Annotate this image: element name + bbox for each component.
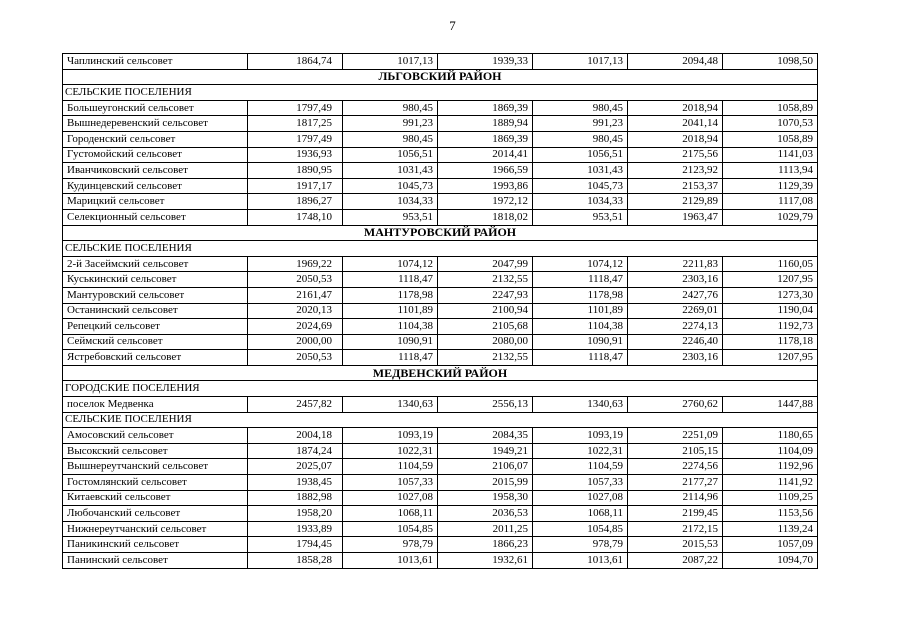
value-cell: 1180,65 <box>723 428 818 444</box>
value-cell: 1748,10 <box>248 209 343 225</box>
value-cell: 2050,53 <box>248 272 343 288</box>
value-cell: 1027,08 <box>343 490 438 506</box>
district-header-row <box>63 225 818 241</box>
district-header-row <box>63 365 818 381</box>
value-cell: 2015,99 <box>438 475 533 491</box>
settlement-name: Мантуровский сельсовет <box>63 287 248 303</box>
value-cell: 1118,47 <box>343 272 438 288</box>
value-cell: 1054,85 <box>533 521 628 537</box>
value-cell: 1447,88 <box>723 397 818 413</box>
value-cell: 1797,49 <box>248 100 343 116</box>
value-cell: 1874,24 <box>248 443 343 459</box>
value-cell: 1022,31 <box>533 443 628 459</box>
value-cell: 953,51 <box>343 209 438 225</box>
settlement-name: Большеугонский сельсовет <box>63 100 248 116</box>
settlement-name: Китаевский сельсовет <box>63 490 248 506</box>
value-cell: 1932,61 <box>438 553 533 569</box>
table-row <box>63 334 818 350</box>
value-cell: 1058,89 <box>723 100 818 116</box>
settlement-name: Вышнереутчанский сельсовет <box>63 459 248 475</box>
value-cell: 1340,63 <box>533 397 628 413</box>
value-cell: 2041,14 <box>628 116 723 132</box>
value-cell: 1118,47 <box>533 350 628 366</box>
value-cell: 1058,89 <box>723 131 818 147</box>
value-cell: 1818,02 <box>438 209 533 225</box>
value-cell: 2050,53 <box>248 350 343 366</box>
value-cell: 1090,91 <box>533 334 628 350</box>
value-cell: 1869,39 <box>438 131 533 147</box>
value-cell: 1869,39 <box>438 100 533 116</box>
value-cell: 1969,22 <box>248 256 343 272</box>
value-cell: 2427,76 <box>628 287 723 303</box>
table-row <box>63 490 818 506</box>
value-cell: 2132,55 <box>438 272 533 288</box>
value-cell: 2020,13 <box>248 303 343 319</box>
table-row <box>63 147 818 163</box>
table-row <box>63 131 818 147</box>
value-cell: 1864,74 <box>248 54 343 70</box>
table-row <box>63 553 818 569</box>
table-row <box>63 178 818 194</box>
value-cell: 2100,94 <box>438 303 533 319</box>
value-cell: 1031,43 <box>343 163 438 179</box>
value-cell: 1178,18 <box>723 334 818 350</box>
settlement-name: Чаплинский сельсовет <box>63 54 248 70</box>
value-cell: 2556,13 <box>438 397 533 413</box>
value-cell: 2004,18 <box>248 428 343 444</box>
settlement-name: Куськинский сельсовет <box>63 272 248 288</box>
settlement-name: Любочанский сельсовет <box>63 506 248 522</box>
value-cell: 1933,89 <box>248 521 343 537</box>
value-cell: 2246,40 <box>628 334 723 350</box>
settlement-name: Вышнедеревенский сельсовет <box>63 116 248 132</box>
district-name: МЕДВЕНСКИЙ РАЙОН <box>63 365 818 381</box>
table-row <box>63 163 818 179</box>
value-cell: 1963,47 <box>628 209 723 225</box>
value-cell: 1129,39 <box>723 178 818 194</box>
value-cell: 1889,94 <box>438 116 533 132</box>
value-cell: 2153,37 <box>628 178 723 194</box>
value-cell: 1027,08 <box>533 490 628 506</box>
value-cell: 2303,16 <box>628 350 723 366</box>
value-cell: 1104,59 <box>533 459 628 475</box>
value-cell: 1090,91 <box>343 334 438 350</box>
value-cell: 2015,53 <box>628 537 723 553</box>
value-cell: 980,45 <box>533 100 628 116</box>
settlement-name: поселок Медвенка <box>63 397 248 413</box>
value-cell: 2161,47 <box>248 287 343 303</box>
value-cell: 1858,28 <box>248 553 343 569</box>
value-cell: 1972,12 <box>438 194 533 210</box>
table-row <box>63 350 818 366</box>
settlement-name: Останинский сельсовет <box>63 303 248 319</box>
table-row <box>63 272 818 288</box>
value-cell: 1056,51 <box>533 147 628 163</box>
value-cell: 1938,45 <box>248 475 343 491</box>
table-row <box>63 209 818 225</box>
table-row <box>63 100 818 116</box>
value-cell: 2000,00 <box>248 334 343 350</box>
value-cell: 2211,83 <box>628 256 723 272</box>
value-cell: 1017,13 <box>343 54 438 70</box>
value-cell: 1936,93 <box>248 147 343 163</box>
settlement-name: Нижнереутчанский сельсовет <box>63 521 248 537</box>
settlement-name: Гостомлянский сельсовет <box>63 475 248 491</box>
value-cell: 991,23 <box>533 116 628 132</box>
value-cell: 1958,30 <box>438 490 533 506</box>
value-cell: 1273,30 <box>723 287 818 303</box>
value-cell: 1118,47 <box>343 350 438 366</box>
value-cell: 1068,11 <box>533 506 628 522</box>
value-cell: 1031,43 <box>533 163 628 179</box>
value-cell: 1882,98 <box>248 490 343 506</box>
value-cell: 1340,63 <box>343 397 438 413</box>
value-cell: 1207,95 <box>723 350 818 366</box>
value-cell: 1966,59 <box>438 163 533 179</box>
page-number: 7 <box>449 18 456 33</box>
value-cell: 1013,61 <box>343 553 438 569</box>
value-cell: 1192,73 <box>723 319 818 335</box>
value-cell: 2199,45 <box>628 506 723 522</box>
value-cell: 1890,95 <box>248 163 343 179</box>
value-cell: 1070,53 <box>723 116 818 132</box>
value-cell: 2036,53 <box>438 506 533 522</box>
settlement-name: Амосовский сельсовет <box>63 428 248 444</box>
value-cell: 2760,62 <box>628 397 723 413</box>
table-row <box>63 428 818 444</box>
value-cell: 2024,69 <box>248 319 343 335</box>
value-cell: 1141,03 <box>723 147 818 163</box>
value-cell: 2123,92 <box>628 163 723 179</box>
value-cell: 1917,17 <box>248 178 343 194</box>
settlement-group-label: ГОРОДСКИЕ ПОСЕЛЕНИЯ <box>63 381 818 397</box>
district-name: ЛЬГОВСКИЙ РАЙОН <box>63 69 818 85</box>
value-cell: 2175,56 <box>628 147 723 163</box>
value-cell: 1022,31 <box>343 443 438 459</box>
settlement-name: Иванчиковский сельсовет <box>63 163 248 179</box>
value-cell: 1817,25 <box>248 116 343 132</box>
value-cell: 2087,22 <box>628 553 723 569</box>
value-cell: 2014,41 <box>438 147 533 163</box>
value-cell: 1017,13 <box>533 54 628 70</box>
value-cell: 1141,92 <box>723 475 818 491</box>
settlement-name: Паникинский сельсовет <box>63 537 248 553</box>
value-cell: 1045,73 <box>533 178 628 194</box>
value-cell: 2251,09 <box>628 428 723 444</box>
value-cell: 2105,15 <box>628 443 723 459</box>
settlement-name: Сеймский сельсовет <box>63 334 248 350</box>
value-cell: 1958,20 <box>248 506 343 522</box>
tariff-table <box>62 53 818 569</box>
settlement-name: Городенский сельсовет <box>63 131 248 147</box>
district-header-row <box>63 69 818 85</box>
value-cell: 1949,21 <box>438 443 533 459</box>
value-cell: 1057,33 <box>533 475 628 491</box>
table-row <box>63 475 818 491</box>
value-cell: 2018,94 <box>628 100 723 116</box>
settlement-name: Высокский сельсовет <box>63 443 248 459</box>
value-cell: 2177,27 <box>628 475 723 491</box>
value-cell: 1074,12 <box>343 256 438 272</box>
value-cell: 1104,09 <box>723 443 818 459</box>
value-cell: 2047,99 <box>438 256 533 272</box>
value-cell: 1192,96 <box>723 459 818 475</box>
value-cell: 1160,05 <box>723 256 818 272</box>
value-cell: 1797,49 <box>248 131 343 147</box>
value-cell: 978,79 <box>343 537 438 553</box>
table-row <box>63 443 818 459</box>
settlement-name: Панинский сельсовет <box>63 553 248 569</box>
value-cell: 991,23 <box>343 116 438 132</box>
value-cell: 2274,13 <box>628 319 723 335</box>
value-cell: 1104,59 <box>343 459 438 475</box>
value-cell: 1034,33 <box>533 194 628 210</box>
value-cell: 1178,98 <box>343 287 438 303</box>
table-row <box>63 506 818 522</box>
settlement-name: Репецкий сельсовет <box>63 319 248 335</box>
value-cell: 2172,15 <box>628 521 723 537</box>
value-cell: 1109,25 <box>723 490 818 506</box>
value-cell: 978,79 <box>533 537 628 553</box>
value-cell: 1094,70 <box>723 553 818 569</box>
value-cell: 2114,96 <box>628 490 723 506</box>
settlement-group-label: СЕЛЬСКИЕ ПОСЕЛЕНИЯ <box>63 241 818 257</box>
value-cell: 1113,94 <box>723 163 818 179</box>
value-cell: 2269,01 <box>628 303 723 319</box>
table-row <box>63 54 818 70</box>
value-cell: 1153,56 <box>723 506 818 522</box>
table-row <box>63 397 818 413</box>
value-cell: 2011,25 <box>438 521 533 537</box>
settlement-group-label: СЕЛЬСКИЕ ПОСЕЛЕНИЯ <box>63 412 818 428</box>
value-cell: 1178,98 <box>533 287 628 303</box>
table-row <box>63 303 818 319</box>
value-cell: 1993,86 <box>438 178 533 194</box>
value-cell: 2105,68 <box>438 319 533 335</box>
settlement-group-row <box>63 85 818 101</box>
settlement-group-row <box>63 241 818 257</box>
table-row <box>63 194 818 210</box>
table-body <box>63 54 818 569</box>
value-cell: 980,45 <box>533 131 628 147</box>
value-cell: 1190,04 <box>723 303 818 319</box>
table-row <box>63 319 818 335</box>
value-cell: 1117,08 <box>723 194 818 210</box>
settlement-group-row <box>63 412 818 428</box>
value-cell: 1093,19 <box>533 428 628 444</box>
value-cell: 2247,93 <box>438 287 533 303</box>
value-cell: 2080,00 <box>438 334 533 350</box>
value-cell: 1056,51 <box>343 147 438 163</box>
value-cell: 1101,89 <box>343 303 438 319</box>
settlement-name: 2-й Засеймский сельсовет <box>63 256 248 272</box>
value-cell: 1207,95 <box>723 272 818 288</box>
value-cell: 1098,50 <box>723 54 818 70</box>
value-cell: 2106,07 <box>438 459 533 475</box>
value-cell: 953,51 <box>533 209 628 225</box>
value-cell: 1013,61 <box>533 553 628 569</box>
value-cell: 1896,27 <box>248 194 343 210</box>
value-cell: 2018,94 <box>628 131 723 147</box>
value-cell: 1794,45 <box>248 537 343 553</box>
settlement-group-label: СЕЛЬСКИЕ ПОСЕЛЕНИЯ <box>63 85 818 101</box>
value-cell: 1045,73 <box>343 178 438 194</box>
table-row <box>63 256 818 272</box>
settlement-name: Марицкий сельсовет <box>63 194 248 210</box>
value-cell: 1034,33 <box>343 194 438 210</box>
settlement-name: Селекционный сельсовет <box>63 209 248 225</box>
value-cell: 2132,55 <box>438 350 533 366</box>
settlement-name: Густомойский сельсовет <box>63 147 248 163</box>
value-cell: 1057,33 <box>343 475 438 491</box>
table-row <box>63 521 818 537</box>
value-cell: 2025,07 <box>248 459 343 475</box>
settlement-group-row <box>63 381 818 397</box>
value-cell: 1939,33 <box>438 54 533 70</box>
value-cell: 1104,38 <box>343 319 438 335</box>
value-cell: 2274,56 <box>628 459 723 475</box>
settlement-name: Ястребовский сельсовет <box>63 350 248 366</box>
table-row <box>63 116 818 132</box>
value-cell: 2129,89 <box>628 194 723 210</box>
value-cell: 1104,38 <box>533 319 628 335</box>
value-cell: 1074,12 <box>533 256 628 272</box>
value-cell: 1054,85 <box>343 521 438 537</box>
value-cell: 1101,89 <box>533 303 628 319</box>
district-name: МАНТУРОВСКИЙ РАЙОН <box>63 225 818 241</box>
value-cell: 1139,24 <box>723 521 818 537</box>
value-cell: 980,45 <box>343 131 438 147</box>
value-cell: 1093,19 <box>343 428 438 444</box>
value-cell: 2457,82 <box>248 397 343 413</box>
table-row <box>63 459 818 475</box>
value-cell: 1118,47 <box>533 272 628 288</box>
value-cell: 2094,48 <box>628 54 723 70</box>
table-row <box>63 287 818 303</box>
value-cell: 1866,23 <box>438 537 533 553</box>
value-cell: 1057,09 <box>723 537 818 553</box>
value-cell: 2303,16 <box>628 272 723 288</box>
settlement-name: Кудинцевский сельсовет <box>63 178 248 194</box>
table-row <box>63 537 818 553</box>
value-cell: 980,45 <box>343 100 438 116</box>
value-cell: 1068,11 <box>343 506 438 522</box>
value-cell: 1029,79 <box>723 209 818 225</box>
value-cell: 2084,35 <box>438 428 533 444</box>
